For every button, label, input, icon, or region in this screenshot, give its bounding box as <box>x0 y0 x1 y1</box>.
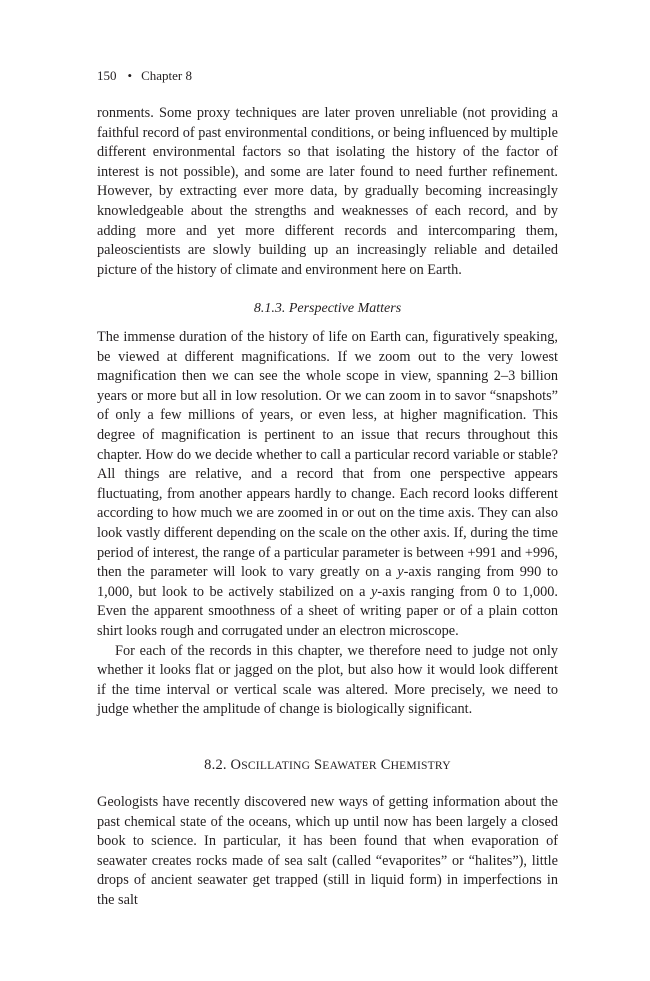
heading-smallcaps: SCILLATING <box>241 759 311 772</box>
heading-letter: O <box>230 757 242 773</box>
heading-smallcaps: HEMISTRY <box>390 759 451 772</box>
heading-letter: S <box>314 757 323 773</box>
paragraph-text-part: -axis ranging from 990 to 1,000, but look to be actively stabilized on a <box>97 564 558 600</box>
paragraph-perspective <box>97 328 558 642</box>
opening-text-block <box>97 104 558 280</box>
paragraph-records: For each of the records in this chapter, we therefore need to judge not only whether it looks flat or jagged on the plot, but also how it would look different if the time interval or vertical scale was altered. More precisely, we need to judge whether the amplitude of change is biologically significant. <box>97 642 558 718</box>
italic-y: y <box>371 583 378 600</box>
chapter-label: Chapter 8 <box>141 68 192 83</box>
paragraph-text-part: The immense duration of the history of life on Earth can, figuratively speaking, be viewed at different magnifications. If we zoom out to the very lowest magnification then we can see the whole scope in view, spanning 2–3 billion years or more but all in low resolution. Or we can zoom in to savor “snapshots” of only a few millions of years, or even less, at higher magnification. This degree of magnification is pertinent to an issue that recurs throughout this chapter. How do we decide whether to call a particular record variable or stable? All things are relative, and a record that from one perspective appears fluctuating, from another appears hardly to change. Each record looks different according to how much we are zoomed in or out on the time axis. They can also look vastly different depending on the scale on the other axis. If, during the time period of interest, the range of a particular parameter is between +991 and +996, then the parameter will look to vary greatly on a <box>97 329 558 581</box>
paragraph-continuation: ronments. Some proxy techniques are later proven unreliable (not providing a faithful record of past environmental conditions, or being influenced by multiple different environmental factors so that isolating the history of the factor of interest is not possible), and some are later found to need further refinement. However, by extracting ever more data, by gradually becoming increasingly knowledgeable about the strengths and weaknesses of each record, and by adding more and yet more different records and intercomparing them, paleoscientists are slowly building up an increasingly reliable and detailed picture of the history of climate and environment here on Earth. <box>97 105 558 278</box>
section-number: 8.2. <box>204 757 231 773</box>
seawater-text-block <box>97 793 558 911</box>
bullet-separator: • <box>127 68 133 83</box>
perspective-text-block <box>97 328 558 720</box>
running-head <box>97 68 192 84</box>
heading-smallcaps: EAWATER <box>322 759 377 772</box>
page-number: 150 <box>97 68 117 83</box>
paragraph-seawater: Geologists have recently discovered new ways of getting information about the past chemical state of the oceans, which up until now has been largely a closed book to science. In particular, it has been found that when evaporation of seawater creates rocks made of sea salt (called “evaporites” or “halites”), little drops of ancient seawater get trapped (still in liquid form) in imperfections in the salt <box>97 794 558 908</box>
paragraph-text-part: -axis ranging from 0 to 1,000. Even the apparent smoothness of a sheet of writing paper or of a plain cotton shirt looks rough and corrugated under an electron microscope. <box>97 583 558 639</box>
italic-y: y <box>397 564 404 581</box>
section-heading <box>97 756 558 775</box>
subsection-heading: 8.1.3. Perspective Matters <box>253 301 402 316</box>
heading-letter: C <box>380 757 391 773</box>
